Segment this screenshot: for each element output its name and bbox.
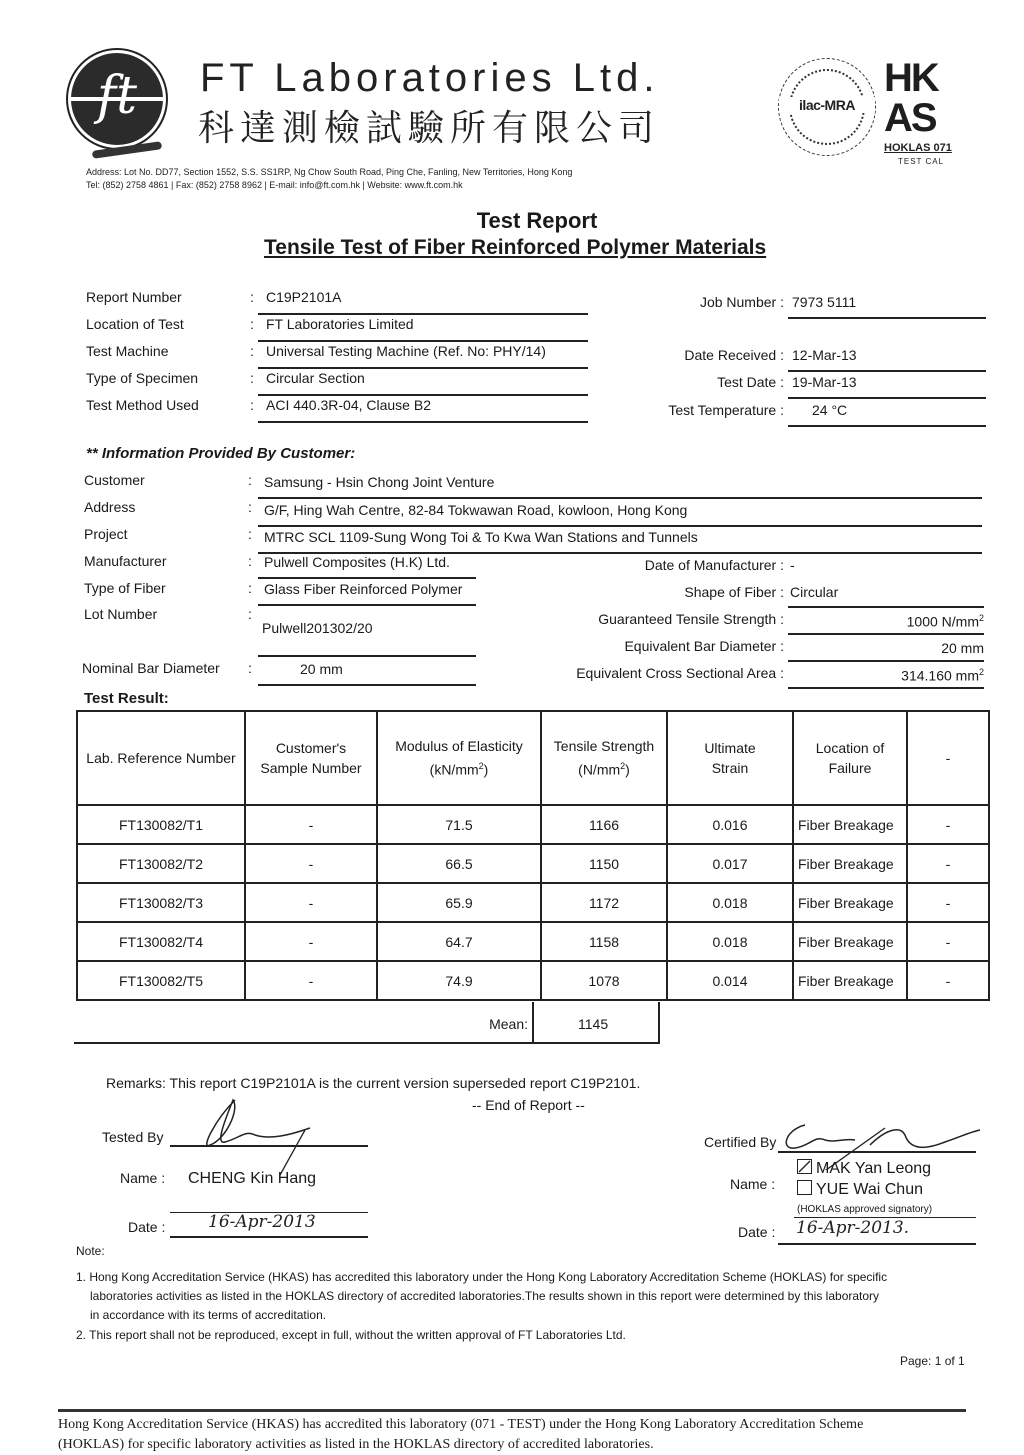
certifier-name: YUE Wai Chun [816, 1181, 923, 1198]
test-cal-label: TEST CAL [898, 157, 945, 166]
customer-colon: : [248, 606, 252, 622]
table-cell: Fiber Breakage [793, 922, 907, 961]
ilac-label: ilac-MRA [779, 97, 875, 113]
table-cell: 1150 [541, 844, 667, 883]
info-right-label: Date Received : [684, 347, 784, 363]
certifier-option [797, 1158, 931, 1179]
column-header [245, 711, 377, 805]
table-cell: - [907, 922, 989, 961]
table-cell: 0.018 [667, 922, 793, 961]
certifier-name: MAK Yan Leong [816, 1160, 932, 1177]
customer-underline [258, 655, 476, 657]
table-cell: - [245, 844, 377, 883]
column-header-line1: Tensile Strength [553, 738, 655, 755]
column-header-line1: Lab. Reference Number [86, 750, 236, 766]
company-name: FT Laboratories Ltd. [200, 56, 660, 100]
customer-right-value [790, 584, 838, 600]
hkas-line1: HK [884, 56, 938, 100]
column-header-line2 [378, 756, 540, 780]
info-label: Report Number [86, 289, 182, 305]
customer-label: Type of Fiber [84, 580, 166, 596]
end-of-report: -- End of Report -- [472, 1097, 585, 1113]
table-cell: 1166 [541, 805, 667, 844]
table-cell: - [907, 844, 989, 883]
table-cell: 65.9 [377, 883, 541, 922]
tester-date-label: Date : [128, 1219, 166, 1235]
column-unit: (N/mm [578, 761, 621, 778]
report-title: Test Report [476, 208, 598, 233]
table-cell: 0.016 [667, 805, 793, 844]
customer-colon: : [248, 526, 252, 542]
ilac-mra-logo [778, 58, 876, 156]
column-unit-close: ) [483, 761, 489, 778]
column-header-line1: Customer's [275, 740, 347, 756]
table-cell: - [907, 883, 989, 922]
info-value: FT Laboratories Limited [266, 316, 414, 332]
info-label: Test Machine [86, 343, 169, 359]
table-cell: 64.7 [377, 922, 541, 961]
info-value: Circular Section [266, 370, 365, 386]
info-underline [258, 367, 588, 369]
info-value: ACI 440.3R-04, Clause B2 [266, 397, 431, 413]
customer-label: Nominal Bar Diameter [82, 660, 220, 676]
tested-by-label: Tested By [102, 1129, 164, 1145]
customer-right-label: Guaranteed Tensile Strength : [598, 611, 784, 627]
customer-label: Lot Number [84, 606, 158, 622]
superscript: 2 [620, 761, 626, 772]
table-cell: FT130082/T2 [77, 844, 245, 883]
customer-colon: : [248, 660, 252, 676]
table-row [77, 805, 989, 844]
certifier-date-line [778, 1243, 976, 1245]
customer-value: MTRC SCL 1109-Sung Wong Toi & To Kwa Wan Stations and Tunnels [264, 529, 698, 545]
customer-right-underline [788, 660, 984, 662]
column-header-line1: - [945, 750, 951, 766]
info-underline [258, 340, 588, 342]
customer-right-underline [788, 633, 984, 635]
customer-label: Customer [84, 472, 145, 488]
table-cell: 1158 [541, 922, 667, 961]
table-row [77, 844, 989, 883]
customer-right-value [804, 667, 984, 684]
table-cell: FT130082/T3 [77, 883, 245, 922]
table-cell: Fiber Breakage [793, 844, 907, 883]
report-subtitle: Tensile Test of Fiber Reinforced Polymer Materials [264, 236, 767, 259]
customer-right-value [804, 613, 984, 630]
customer-right-value [790, 557, 795, 573]
note-1: 1. Hong Kong Accreditation Service (HKAS) has accredited this laboratory under the Hong Kong Laboratory Accreditation Scheme (HOKLAS) for specific [76, 1270, 888, 1284]
column-header-line2 [794, 758, 906, 778]
column-header-line1: Location of [815, 740, 885, 756]
info-label: Test Method Used [86, 397, 199, 413]
info-colon: : [250, 316, 254, 332]
note-2: 2. This report shall not be reproduced, except in full, without the written approval of FT Laboratories Ltd. [76, 1328, 626, 1342]
customer-colon: : [248, 553, 252, 569]
page-number: Page: 1 of 1 [900, 1354, 965, 1368]
table-cell: 1078 [541, 961, 667, 1000]
company-name-chinese: 科達測檢試驗所有限公司 [198, 108, 661, 149]
ft-logo [68, 50, 166, 148]
info-right-underline [788, 317, 986, 319]
info-colon: : [250, 343, 254, 359]
column-header-line2 [246, 758, 376, 778]
mean-label-cell [74, 1004, 532, 1044]
table-cell: FT130082/T4 [77, 922, 245, 961]
column-header-line1: Ultimate [704, 740, 756, 756]
customer-right-label: Equivalent Bar Diameter : [624, 638, 784, 654]
info-value: Universal Testing Machine (Ref. No: PHY/14) [266, 343, 546, 359]
info-right-underline [788, 425, 986, 427]
table-cell: FT130082/T1 [77, 805, 245, 844]
customer-right-underline [788, 687, 984, 689]
info-value: C19P2101A [266, 289, 342, 305]
table-cell: - [907, 961, 989, 1000]
table-cell: 71.5 [377, 805, 541, 844]
info-colon: : [250, 370, 254, 386]
table-cell: 66.5 [377, 844, 541, 883]
notes-heading: Note: [76, 1244, 105, 1258]
customer-right-label: Date of Manufacturer : [644, 557, 784, 573]
customer-colon: : [248, 472, 252, 488]
table-cell: - [907, 805, 989, 844]
customer-underline [258, 604, 476, 606]
customer-label: Project [84, 526, 128, 542]
table-cell: - [245, 805, 377, 844]
customer-value: Pulwell201302/20 [262, 620, 373, 636]
column-header [667, 711, 793, 805]
mean-value: 1145 [578, 1016, 609, 1032]
column-header [77, 711, 245, 805]
customer-label: Manufacturer [84, 553, 167, 569]
certifier-date: 16-Apr-2013. [796, 1218, 910, 1238]
table-cell: 0.014 [667, 961, 793, 1000]
table-cell: - [245, 883, 377, 922]
customer-right-label: Equivalent Cross Sectional Area : [576, 665, 784, 681]
test-result-table [76, 710, 990, 1001]
column-unit-close: ) [625, 761, 630, 778]
table-cell: - [245, 922, 377, 961]
table-cell: Fiber Breakage [793, 883, 907, 922]
note-1-cont: laboratories activities as listed in the HOKLAS directory of accredited laboratories.The results shown in this report were determined by this laboratory [90, 1289, 880, 1303]
column-header-line1: Modulus of Elasticity [395, 738, 523, 755]
table-cell: FT130082/T5 [77, 961, 245, 1000]
column-header [541, 711, 667, 805]
certified-by-label: Certified By [704, 1134, 777, 1150]
tester-name: CHENG Kin Hang [188, 1170, 317, 1187]
table-cell: 1172 [541, 883, 667, 922]
column-header-line2 [542, 756, 666, 780]
column-header [377, 711, 541, 805]
info-right-value: 19-Mar-13 [792, 374, 857, 390]
table-cell: 0.018 [667, 883, 793, 922]
value-text: 1000 N/mm [906, 613, 979, 630]
certifier-name-label: Name : [730, 1176, 776, 1192]
customer-underline [258, 497, 982, 499]
tester-date: 16-Apr-2013 [208, 1212, 316, 1232]
approved-signatory-note: (HOKLAS approved signatory) [797, 1204, 933, 1215]
customer-underline [258, 684, 476, 686]
info-underline [258, 313, 588, 315]
info-right-underline [788, 370, 986, 372]
customer-colon: : [248, 499, 252, 515]
footer-line-1: Hong Kong Accreditation Service (HKAS) has accredited this laboratory (071 - TEST) under the Hong Kong Laboratory Accreditation Scheme [58, 1417, 864, 1432]
customer-value: G/F, Hing Wah Centre, 82-84 Tokwawan Road, kowloon, Hong Kong [264, 502, 688, 518]
info-label: Location of Test [86, 316, 184, 332]
info-right-underline [788, 397, 986, 399]
superscript: 2 [978, 613, 984, 623]
company-phone-email: Tel: (852) 2758 4861 | Fax: (852) 2758 8962 | E-mail: info@ft.com.hk | Website: www.ft.com.hk [86, 180, 463, 190]
footer-line-2: (HOKLAS) for specific laboratory activities as listed in the HOKLAS directory of accredited laboratories. [58, 1437, 654, 1452]
certifier-date-label: Date : [738, 1224, 776, 1240]
column-header [793, 711, 907, 805]
mean-value-cell [532, 1002, 660, 1044]
info-label: Type of Specimen [86, 370, 199, 386]
remarks-text: Remarks: This report C19P2101A is the current version superseded report C19P2101. [106, 1075, 641, 1091]
info-right-label: Test Date : [717, 374, 784, 390]
value-text: 20 mm [941, 640, 984, 656]
customer-value: Glass Fiber Reinforced Polymer [264, 581, 463, 597]
checked-checkbox-icon [797, 1159, 812, 1174]
note-1-cont2: in accordance with its terms of accreditation. [90, 1308, 327, 1322]
info-right-label: Job Number : [699, 294, 784, 310]
tester-name-label: Name : [120, 1170, 166, 1186]
table-cell: 74.9 [377, 961, 541, 1000]
column-unit: Sample Number [260, 760, 362, 776]
customer-underline [258, 577, 476, 579]
column-unit: Failure [828, 760, 872, 776]
logo-text: ft [96, 66, 138, 126]
table-row [77, 922, 989, 961]
info-right-value: 24 °C [812, 402, 848, 418]
info-colon: : [250, 397, 254, 413]
customer-value: Samsung - Hsin Chong Joint Venture [264, 474, 495, 490]
column-unit: Strain [711, 760, 749, 776]
column-header-line2 [668, 758, 792, 778]
value-text: 314.160 mm [901, 667, 979, 684]
hkas-logo [884, 58, 938, 138]
company-contact [86, 166, 572, 192]
test-result-heading: Test Result: [84, 690, 169, 707]
table-cell: 0.017 [667, 844, 793, 883]
info-colon: : [250, 289, 254, 305]
customer-colon: : [248, 580, 252, 596]
info-underline [258, 421, 588, 423]
column-header [907, 711, 989, 805]
hoklas-label: HOKLAS 071 [884, 142, 952, 154]
info-right-value: 7973 5111 [792, 294, 857, 310]
value-text: - [790, 557, 795, 573]
customer-underline [258, 525, 982, 527]
table-cell: - [245, 961, 377, 1000]
table-cell: Fiber Breakage [793, 961, 907, 1000]
table-cell: Fiber Breakage [793, 805, 907, 844]
checkbox-icon [797, 1180, 812, 1195]
info-right-label: Test Temperature : [668, 402, 784, 418]
superscript: 2 [478, 761, 484, 772]
customer-right-underline [788, 606, 984, 608]
tester-date-line [170, 1236, 368, 1238]
table-row [77, 883, 989, 922]
customer-label: Address [84, 499, 136, 515]
customer-value: Pulwell Composites (H.K) Ltd. [264, 554, 450, 570]
info-underline [258, 394, 588, 396]
table-header-row [77, 711, 989, 805]
table-row [77, 961, 989, 1000]
customer-value: 20 mm [300, 661, 343, 677]
customer-right-value [804, 640, 984, 656]
hkas-line2: AS [884, 96, 936, 140]
certifier-options [797, 1158, 931, 1200]
mean-label: Mean: [489, 1016, 528, 1032]
customer-right-label: Shape of Fiber : [684, 584, 784, 600]
footer-divider [58, 1409, 966, 1412]
company-address: Address: Lot No. DD77, Section 1552, S.S. SS1RP, Ng Chow South Road, Ping Che, Fanling, New Territories, Hong Kong [86, 167, 573, 177]
certifier-option [797, 1179, 931, 1200]
value-text: Circular [790, 584, 839, 600]
info-right-value: 12-Mar-13 [792, 347, 857, 363]
customer-info-heading: ** Information Provided By Customer: [86, 445, 356, 462]
superscript: 2 [978, 667, 984, 677]
column-unit: (kN/mm [429, 761, 479, 778]
